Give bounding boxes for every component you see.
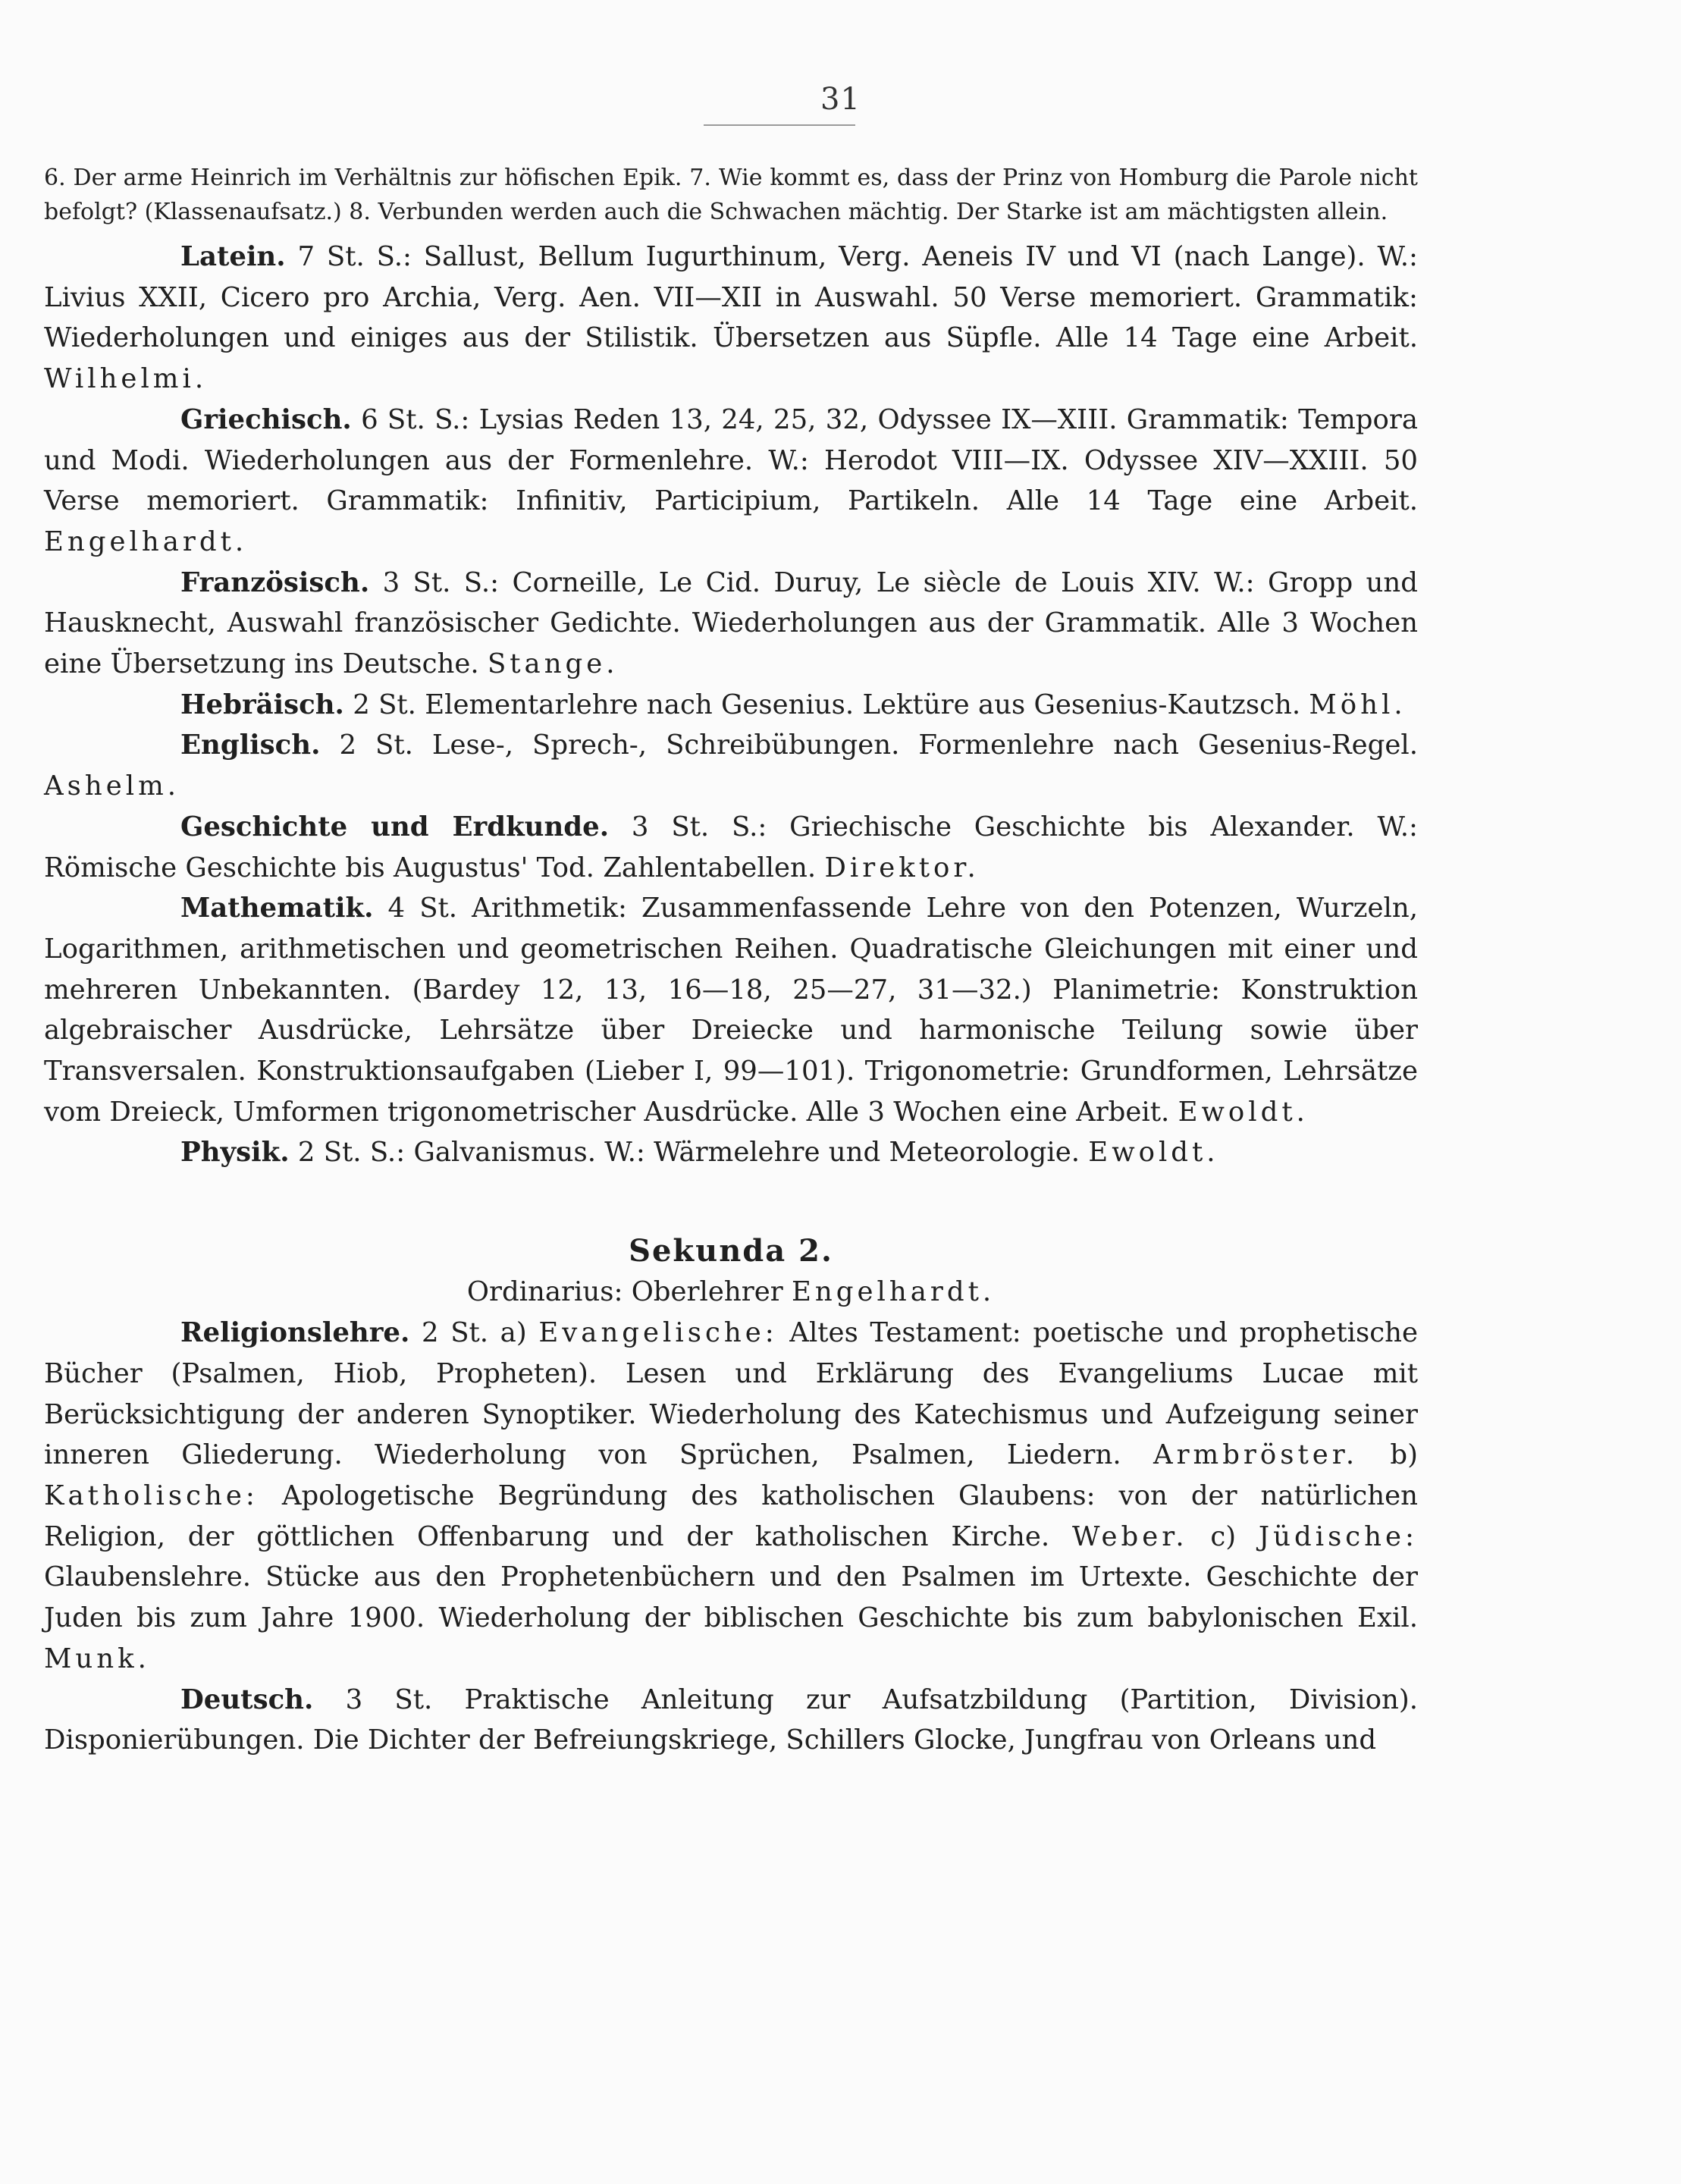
ordinarius-prefix: Ordinarius: Oberlehrer [466,1276,792,1308]
teacher-name: Wilhelmi. [44,363,208,395]
subject-label: Französisch. [180,566,370,598]
subject-latein [44,237,1418,400]
subject-label: Religionslehre. [180,1317,410,1349]
subject-religion [44,1313,1418,1679]
page-number: 31 [820,82,861,117]
subject-text: 4 St. Arithmetik: Zusammenfassende Lehre von den Potenzen, Wurzeln, Logarithmen, arithmetischen und geometrischen Reihen. Quadratische Gleichungen mit einer und mehreren Unbekannten. (Bardey 12, 13, 16—18, 25—27, 31—32.) Planimetrie: Konstruktion algebraischer Ausdrücke, Lehrsätze über Dreiecke und harmonische Teilung sowie über Transversalen. Konstruktionsaufgaben (Lieber I, 99—101). Trigonometrie: Grundformen, Lehrsätze vom Dreieck, Umformen trigonometrischer Ausdrücke. Alle 3 Wochen eine Arbeit. [44,893,1418,1128]
subject-text: 2 St. S.: Galvanismus. W.: Wärmelehre und Meteorologie. [289,1137,1089,1169]
subject-geschichte [44,807,1418,888]
subject-text: 6 St. S.: Lysias Reden 13, 24, 25, 32, Odyssee IX—XIII. Grammatik: Tempora und Modi. Wiederholungen aus der Formenlehre. W.: Herodot VIII—IX. Odyssee XIV—XXIII. 50 Verse memoriert. Grammatik: Infinitiv, Participium, Partikeln. Alle 14 Tage eine Arbeit. [44,403,1418,517]
subject-text: 7 St. S.: Sallust, Bellum Iugurthinum, Verg. Aeneis IV und VI (nach Lange). W.: Livius XXII, Cicero pro Archia, Verg. Aen. VII—XII in Auswahl. 50 Verse memoriert. Grammatik: Wiederholungen und einiges aus der Stilistik. Übersetzen aus Süpfle. Alle 14 Tage eine Arbeit. [44,241,1418,354]
subject-text: Glaubenslehre. Stücke aus den Prophetenbüchern und den Psalmen im Urtexte. Geschichte der Juden bis zum Jahre 1900. Wiederholung der biblischen Geschichte bis zum babylonischen Exil. [44,1561,1418,1634]
subject-label: Mathematik. [180,893,374,924]
subject-label: Deutsch. [180,1684,314,1715]
subject-deutsch [44,1680,1418,1761]
subject-text: 2 St. Elementarlehre nach Gesenius. Lektüre aus Gesenius-Kautzsch. [343,689,1309,720]
teacher-name: Stange. [487,648,619,680]
subject-physik [44,1132,1418,1173]
subject-label: Griechisch. [180,403,352,435]
header-rule [704,124,855,126]
subject-label: Latein. [180,241,286,272]
subject-label: Englisch. [180,730,321,761]
teacher-name: Ewoldt. [1178,1096,1309,1128]
subject-text: 2 St. Lese-, Sprech-, Schreibübungen. Formenlehre nach Gesenius-Regel. [320,730,1418,761]
ordinarius-name: Engelhardt. [791,1276,996,1308]
subject-text: b) [1358,1439,1419,1471]
denomination-label: Katholische: [44,1480,259,1511]
subject-text: 3 St. Praktische Anleitung zur Aufsatzbildung (Partition, Division). Disponierübungen. Die Dichter der Befreiungskriege, Schillers Glocke, Jungfrau von Orleans und [44,1684,1418,1756]
subject-text: c) [1187,1520,1259,1552]
subject-label: Hebräisch. [180,689,344,720]
denomination-label: Jüdische: [1258,1520,1418,1552]
subject-englisch [44,725,1418,806]
subject-text: Apologetische Begründung des katholischen Glaubens: von der natürlichen Religion, der göttlichen Offenbarung und der katholischen Kirche. [44,1480,1418,1552]
subject-text: Altes Testament: poetische und prophetische Bücher (Psalmen, Hiob, Propheten). Lesen und Erklärung des Evangeliums Lucae mit Berücksichtigung der anderen Synoptiker. Wiederholung des Katechismus und Aufzeigung seiner inneren Gliederung. Wiederholung von Sprüchen, Psalmen, Liedern. [44,1317,1418,1471]
subject-label: Geschichte und Erdkunde. [180,811,610,843]
teacher-name: Möhl. [1309,689,1407,720]
teacher-name: Ashelm. [44,770,180,802]
essay-topics-paragraph: 6. Der arme Heinrich im Verhältnis zur höfischen Epik. 7. Wie kommt es, dass der Prinz von Homburg die Parole nicht befolgt? (Klassenaufsatz.) 8. Verbunden werden auch die Schwachen mächtig. Der Starke ist am mächtigsten allein. [44,165,1418,225]
teacher-name: Munk. [44,1643,150,1674]
teacher-name: Engelhardt. [44,526,248,557]
subject-label: Physik. [180,1137,290,1169]
ordinarius-line [44,1272,1418,1313]
subject-text: 3 St. S.: Griechische Geschichte bis Alexander. W.: Römische Geschichte bis Augustus' Tod. Zahlentabellen. [44,811,1418,883]
subject-text: 2 St. a) [409,1317,539,1349]
teacher-name: Ewoldt. [1088,1137,1219,1169]
teacher-name: Weber. [1071,1520,1188,1552]
subject-griechisch [44,400,1418,563]
subject-franzoesisch [44,563,1418,685]
subject-hebraeisch [44,685,1418,726]
subject-mathematik [44,888,1418,1132]
teacher-name: Armbröster. [1153,1439,1359,1471]
denomination-label: Evangelische: [538,1317,778,1349]
section-heading: Sekunda 2. [629,1233,833,1269]
text-body [44,161,1418,1761]
subject-text: 3 St. S.: Corneille, Le Cid. Duruy, Le siècle de Louis XIV. W.: Gropp und Hausknecht, Auswahl französischer Gedichte. Wiederholungen aus der Grammatik. Alle 3 Wochen eine Übersetzung ins Deutsche. [44,566,1418,680]
teacher-name: Direktor. [824,852,980,883]
